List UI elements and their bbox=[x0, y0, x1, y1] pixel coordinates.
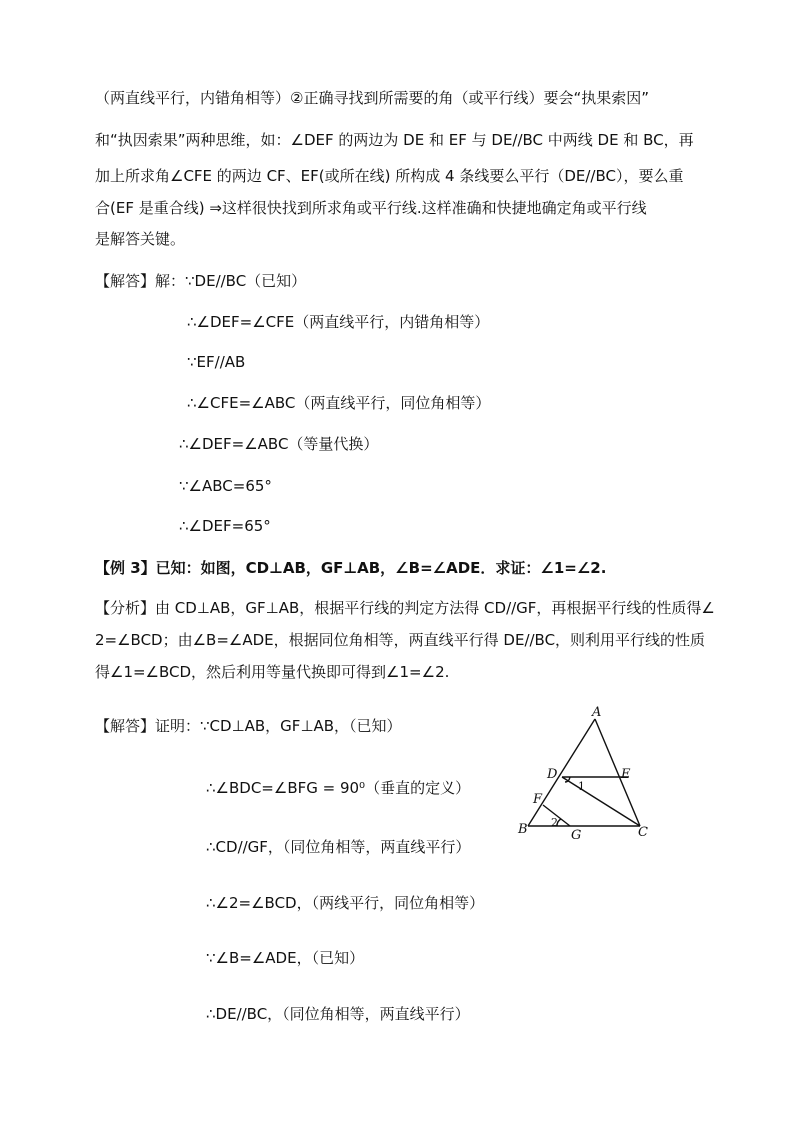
intro-line-5: 是解答关键。 bbox=[95, 230, 186, 248]
intro-line-3: 加上所求角∠CFE 的两边 CF、EF(或所在线) 所构成 4 条线要么平行（DE//BC），要么重 bbox=[95, 167, 684, 185]
proof-line: 【解答】证明：∵CD⊥AB，GF⊥AB，（已知） bbox=[95, 717, 402, 735]
label-angle-2: 2 bbox=[551, 816, 558, 829]
intro-line-4: 合(EF 是重合线) ⇒这样很快找到所求角或平行线.这样准确和快捷地确定角或平行线 bbox=[95, 199, 647, 217]
intro-line-2: 和“执因索果”两种思维，如：∠DEF 的两边为 DE 和 EF 与 DE//BC 中两线 DE 和 BC，再 bbox=[95, 131, 694, 149]
answer1-line: 【解答】解：∵DE//BC（已知） bbox=[95, 272, 307, 290]
proof-line: ∴DE//BC，（同位角相等，两直线平行） bbox=[206, 1005, 470, 1023]
proof-line: ∴∠BDC=∠BFG = 90⁰（垂直的定义） bbox=[206, 779, 471, 797]
example3-title: 【例 3】已知：如图，CD⊥AB，GF⊥AB，∠B=∠ADE．求证：∠1=∠2. bbox=[95, 559, 607, 577]
proof-line: ∴∠2=∠BCD，（两线平行，同位角相等） bbox=[206, 894, 485, 912]
answer1-line: ∵EF//AB bbox=[187, 353, 246, 371]
answer1-line: ∴∠DEF=∠CFE（两直线平行，内错角相等） bbox=[187, 313, 490, 331]
label-f: F bbox=[533, 792, 543, 807]
analysis-line-3: 得∠1=∠BCD，然后利用等量代换即可得到∠1=∠2. bbox=[95, 663, 450, 681]
answer1-line: ∵∠ABC=65° bbox=[179, 477, 272, 495]
proof-line: ∵∠B=∠ADE，（已知） bbox=[206, 949, 365, 967]
analysis-line-2: 2=∠BCD；由∠B=∠ADE，根据同位角相等，两直线平行得 DE//BC，则利用平行线的性质 bbox=[95, 631, 706, 649]
label-b: B bbox=[518, 822, 528, 837]
geometry-figure bbox=[512, 702, 662, 842]
intro-line-1: （两直线平行，内错角相等）②正确寻找到所需要的角（或平行线）要会“执果索因” bbox=[95, 89, 649, 107]
answer1-line: ∴∠CFE=∠ABC（两直线平行，同位角相等） bbox=[187, 394, 491, 412]
label-a: A bbox=[592, 705, 602, 720]
label-angle-1: 1 bbox=[578, 780, 585, 793]
label-g: G bbox=[571, 828, 582, 842]
answer1-line: ∴∠DEF=65° bbox=[179, 517, 271, 535]
segment-ab bbox=[528, 719, 595, 826]
proof-line: ∴CD//GF，（同位角相等，两直线平行） bbox=[206, 838, 471, 856]
label-c: C bbox=[638, 825, 648, 840]
analysis-line-1: 【分析】由 CD⊥AB，GF⊥AB，根据平行线的判定方法得 CD//GF，再根据平行线的性质得∠ bbox=[95, 599, 715, 617]
label-d: D bbox=[547, 767, 558, 782]
segment-ac bbox=[595, 719, 640, 826]
segment-dc bbox=[562, 777, 640, 826]
answer1-line: ∴∠DEF=∠ABC（等量代换） bbox=[179, 435, 379, 453]
label-e: E bbox=[621, 767, 631, 782]
